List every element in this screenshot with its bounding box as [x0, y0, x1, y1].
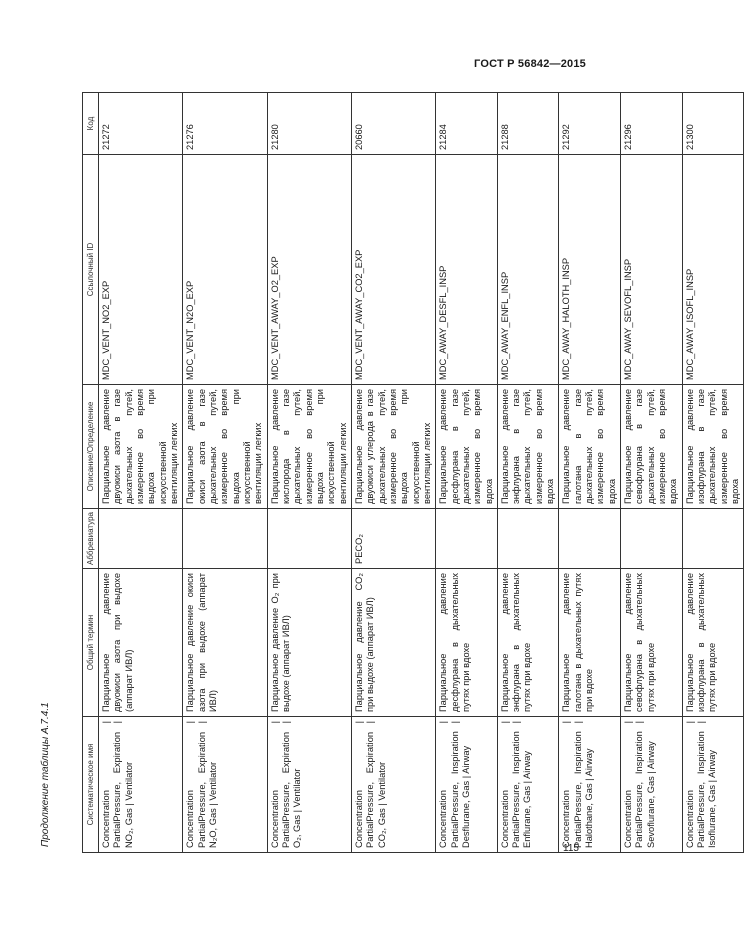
reference-id-cell: MDC_AWAY_DESFL_INSP — [436, 155, 498, 385]
terms-table — [82, 92, 744, 853]
abbreviation-cell — [621, 509, 683, 569]
systematic-name-cell: Concentration | PartialPressure, Inspiration | Isoflurane, Gas | Airway — [682, 717, 744, 853]
description-cell: Парциальное давление кислорода в газе дыхательных путей, измеренное во время выдоха при искусственной вентиляции легких — [267, 385, 351, 509]
code-cell: 21292 — [559, 93, 621, 155]
systematic-name-cell: Concentration | PartialPressure, Expiration | N₂O, Gas | Ventilator — [183, 717, 267, 853]
common-term-cell: Парциальное давление десфлурана в дыхательных путях при вдохе — [436, 569, 498, 717]
systematic-name-cell: Concentration | PartialPressure, Inspiration | Halothane, Gas | Airway — [559, 717, 621, 853]
table-row — [267, 93, 351, 853]
reference-id-cell: MDC_AWAY_HALOTH_INSP — [559, 155, 621, 385]
reference-id-cell: MDC_VENT_NO2_EXP — [99, 155, 183, 385]
description-cell: Парциальное давление галотана в газе дыхательных путей, измеренное во время вдоха — [559, 385, 621, 509]
code-cell: 21300 — [682, 93, 744, 155]
common-term-cell: Парциальное давление энфлурана в дыхательных путях при вдохе — [497, 569, 559, 717]
common-term-cell: Парциальное давление двуокиси азота при выдохе (аппарат ИВЛ) — [99, 569, 183, 717]
reference-id-cell: MDC_AWAY_ISOFL_INSP — [682, 155, 744, 385]
description-cell: Парциальное давление энфлурана в газе дыхательных путей, измеренное во время вдоха — [497, 385, 559, 509]
systematic-name-cell: Concentration | PartialPressure, Inspiration | Enflurane, Gas | Airway — [497, 717, 559, 853]
table-row — [621, 93, 683, 853]
reference-id-cell: MDC_AWAY_SEVOFL_INSP — [621, 155, 683, 385]
code-cell: 20660 — [351, 93, 435, 155]
table-caption: Продолжение таблицы А.7.4.1 — [40, 702, 51, 847]
abbreviation-cell — [99, 509, 183, 569]
abbreviation-cell — [436, 509, 498, 569]
table-header-row — [83, 93, 99, 853]
systematic-name-cell: Concentration | PartialPressure, Expiration | NO₂, Gas | Ventilator — [99, 717, 183, 853]
common-term-cell: Парциальное давление CO₂ при выдохе (аппарат ИВЛ) — [351, 569, 435, 717]
column-header: Общий термин — [83, 569, 99, 717]
common-term-cell: Парциальное давление севофлурана в дыхательных путях при вдохе — [621, 569, 683, 717]
description-cell: Парциальное давление двуокиси углерода в газе дыхательных путей, измеренное во время выдоха при искусственной вентиляции легких — [351, 385, 435, 509]
reference-id-cell: MDC_VENT_N2O_EXP — [183, 155, 267, 385]
code-cell: 21272 — [99, 93, 183, 155]
table-row — [682, 93, 744, 853]
table-row — [351, 93, 435, 853]
description-cell: Парциальное давление двуокиси азота в газе дыхательных путей, измеренное во время выдоха при искусственной вентиляции легких — [99, 385, 183, 509]
reference-id-cell: MDC_VENT_AWAY_O2_EXP — [267, 155, 351, 385]
abbreviation-cell — [559, 509, 621, 569]
code-cell: 21276 — [183, 93, 267, 155]
column-header: Аббревиатура — [83, 509, 99, 569]
abbreviation-cell — [267, 509, 351, 569]
code-cell: 21288 — [497, 93, 559, 155]
column-header: Описание/Определение — [83, 385, 99, 509]
code-cell: 21280 — [267, 93, 351, 155]
systematic-name-cell: Concentration | PartialPressure, Expiration | CO₂, Gas | Ventilator — [351, 717, 435, 853]
reference-id-cell: MDC_AWAY_ENFL_INSP — [497, 155, 559, 385]
table-row — [183, 93, 267, 853]
abbreviation-cell — [183, 509, 267, 569]
column-header: Систематическое имя — [83, 717, 99, 853]
abbreviation-cell — [682, 509, 744, 569]
common-term-cell: Парциальное давление O₂ при выдохе (аппарат ИВЛ) — [267, 569, 351, 717]
abbreviation-cell: PECO₂ — [351, 509, 435, 569]
column-header: Код — [83, 93, 99, 155]
systematic-name-cell: Concentration | PartialPressure, Inspiration | Sevoflurane, Gas | Airway — [621, 717, 683, 853]
common-term-cell: Парциальное давление галотана в дыхательных путях при вдохе — [559, 569, 621, 717]
code-cell: 21284 — [436, 93, 498, 155]
reference-id-cell: MDC_VENT_AWAY_CO2_EXP — [351, 155, 435, 385]
common-term-cell: Парциальное давление изофлурана в дыхательных путях при вдохе — [682, 569, 744, 717]
table-row — [436, 93, 498, 853]
description-cell: Парциальное давление окиси азота в газе дыхательных путей, измеренное во время выдоха при искусственной вентиляции легких — [183, 385, 267, 509]
description-cell: Парциальное давление севофлурана в газе дыхательных путей, измеренное во время вдоха — [621, 385, 683, 509]
column-header: Ссылочный ID — [83, 155, 99, 385]
common-term-cell: Парциальное давление окиси азота при выдохе (аппарат ИВЛ) — [183, 569, 267, 717]
table-row — [559, 93, 621, 853]
table-row — [99, 93, 183, 853]
page-number: 115 — [563, 843, 579, 854]
abbreviation-cell — [497, 509, 559, 569]
description-cell: Парциальное давление изофлурана в газе дыхательных путей, измеренное во время вдоха — [682, 385, 744, 509]
systematic-name-cell: Concentration | PartialPressure, Inspiration | Desflurane, Gas | Airway — [436, 717, 498, 853]
document-header: ГОСТ Р 56842—2015 — [474, 58, 586, 70]
code-cell: 21296 — [621, 93, 683, 155]
description-cell: Парциальное давление десфлурана в газе дыхательных путей, измеренное во время вдоха — [436, 385, 498, 509]
table-row — [497, 93, 559, 853]
systematic-name-cell: Concentration | PartialPressure, Expiration | O₂, Gas | Ventilator — [267, 717, 351, 853]
